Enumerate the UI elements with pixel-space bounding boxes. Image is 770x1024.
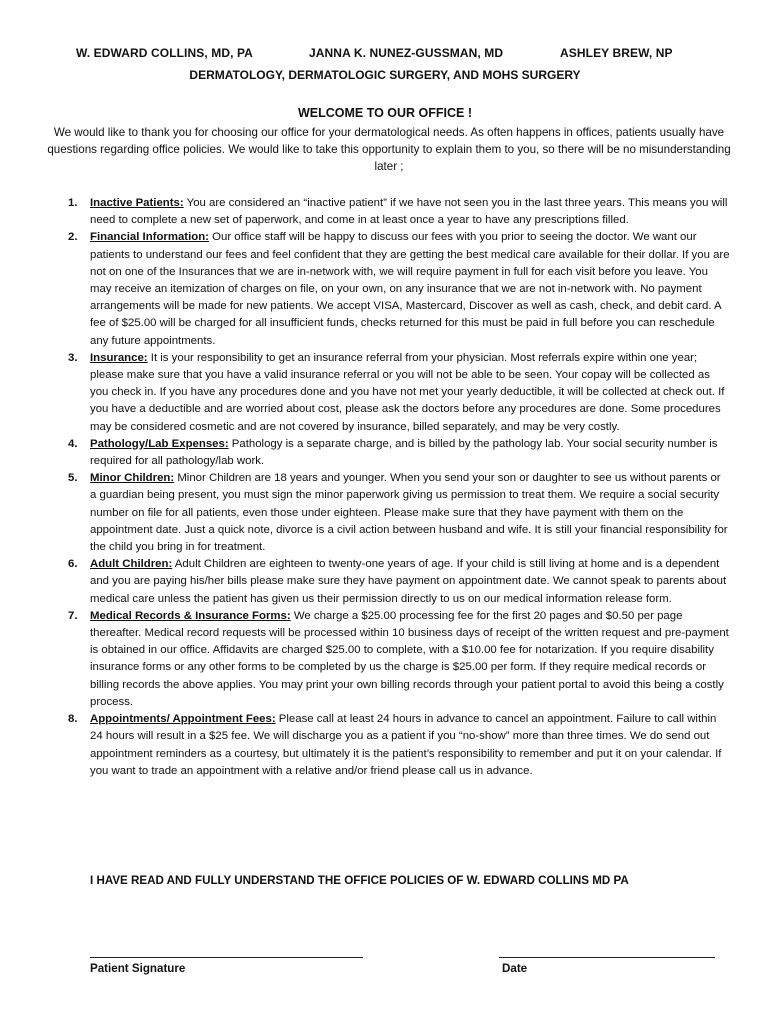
policy-heading: Medical Records & Insurance Forms: — [90, 609, 291, 622]
policy-text: You are considered an “inactive patient” if we have not seen you in the last three years. This means you will need to complete a new set of paperwork, and come in at least once a year to have any prescriptions filled. — [90, 197, 728, 227]
policy-item — [63, 711, 730, 780]
policy-heading: Inactive Patients: — [90, 197, 184, 209]
policy-number: 8. — [68, 713, 78, 726]
policy-item — [63, 556, 730, 608]
policy-heading: Minor Children: — [90, 472, 175, 485]
provider-name: JANNA K. NUNEZ-GUSSMAN, MD — [309, 46, 504, 60]
policy-text: Pathology is a separate charge, and is billed by the pathology lab. Your social security number is required for all pathology/lab work. — [90, 437, 718, 468]
intro-paragraph: We would like to thank you for choosing our office for your dermatological needs. As often happens in offices, patients usually have questions regarding office policies. We would like to take this opportunity to explain them to you, so there will be no misunderstanding later ; — [47, 126, 731, 174]
policy-text: Adult Children are eighteen to twenty-one years of age. If your child is still living at home and is a dependent and you are paying his/her bills please make sure they have payment on appointment date. We cannot speak to parents about medical care unless the patient has given us their permission directly to us on our medical information release form. — [90, 558, 727, 605]
policy-item — [63, 470, 730, 556]
policy-heading: Pathology/Lab Expenses: — [90, 437, 229, 450]
policy-number: 1. — [68, 197, 78, 209]
policy-text: Please call at least 24 hours in advance to cancel an appointment. Failure to call within 24 hours will result in a $25 fee. We will discharge you as a patient if you “no-show” more than three times. We do send out appointment reminders as a courtesy, but ultimately it is the patient’s responsibility to remember and put it on your calendar. If you want to trade an appointment with a relative and/or friend please call us in advance. — [90, 713, 722, 777]
policy-heading: Appointments/ Appointment Fees: — [90, 713, 276, 726]
policy-heading: Adult Children: — [90, 558, 173, 571]
policy-text: It is your responsibility to get an insurance referral from your physician. Most referrals expire within one year; please make sure that you have a valid insurance referral or you will not be able to be seen. Your copay will be collected as you check in. If you have any procedures done and you have not met your yearly deductible, it will be collected at check out. If you have a deductible and are worried about cost, please ask the doctors before any procedures are done. Some procedures may be considered cosmetic and are not covered by insurance, billed separately, and may be very costly. — [90, 351, 725, 433]
policy-number: 6. — [68, 558, 78, 571]
policy-number: 2. — [68, 231, 78, 244]
policy-list — [63, 195, 730, 780]
policy-number: 7. — [68, 609, 78, 622]
patient-signature-line[interactable] — [90, 957, 363, 958]
policy-text: We charge a $25.00 processing fee for the first 20 pages and $0.50 per page thereafter. Medical record requests will be processed within 10 business days of receipt of the written request and pre-payment is obtained in our office. Affidavits are charged $25.00 to complete, with a $10.00 fee for notarization. If you require disability insurance forms or any other forms to be completed by us the charge is $25.00 per form. If they require medical records or billing records the above applies. You may print your own billing records through your patient portal to avoid this being a costly process. — [90, 609, 729, 708]
policy-heading: Insurance: — [90, 351, 148, 364]
policy-number: 4. — [68, 437, 78, 450]
policy-text: Our office staff will be happy to discuss our fees with you prior to seeing the doctor. We want our patients to understand our fees and feel confident that they are getting the best medical care available for their dollar. If you are not on one of the Insurances that we are in-network with, we will require payment in full for each visit before you leave. You may receive an itemization of charges on file, on your own, on any insurance that we are not in-network with. No payment arrangements will be made for new patients. We accept VISA, Mastercard, Discover as well as cash, check, and debit card. A fee of $25.00 will be charged for all insufficient funds, checks returned for this must be paid in full before you can reschedule any future appointments. — [90, 231, 730, 347]
policy-item — [63, 229, 730, 349]
policy-number: 5. — [68, 472, 78, 485]
policy-number: 3. — [68, 351, 78, 364]
provider-header — [0, 46, 770, 64]
acknowledgement-statement: I HAVE READ AND FULLY UNDERSTAND THE OFFICE POLICIES OF W. EDWARD COLLINS MD PA — [90, 874, 629, 887]
date-line[interactable] — [499, 957, 715, 958]
policy-item — [63, 608, 730, 711]
patient-signature-label: Patient Signature — [90, 962, 186, 975]
provider-name: W. EDWARD COLLINS, MD, PA — [76, 46, 253, 60]
policy-heading: Financial Information: — [90, 231, 209, 244]
policy-item — [63, 350, 730, 436]
date-label: Date — [502, 962, 528, 975]
page-title: WELCOME TO OUR OFFICE ! — [297, 106, 473, 120]
policy-item — [63, 195, 730, 229]
policy-item — [63, 436, 730, 470]
policy-text: Minor Children are 18 years and younger. When you send your son or daughter to see us without parents or a guardian being present, you must sign the minor paperwork giving us permission to treat them. We require a social security number on file for all patients, even those under eighteen. Please make sure that they have payment with them on the appointment date. Just a quick note, divorce is a civil action between husband and wife. It is still your financial responsibility for the child you bring in for treatment. — [90, 472, 728, 554]
provider-name: ASHLEY BREW, NP — [560, 46, 673, 60]
practice-specialties: DERMATOLOGY, DERMATOLOGIC SURGERY, AND MOHS SURGERY — [189, 68, 581, 82]
